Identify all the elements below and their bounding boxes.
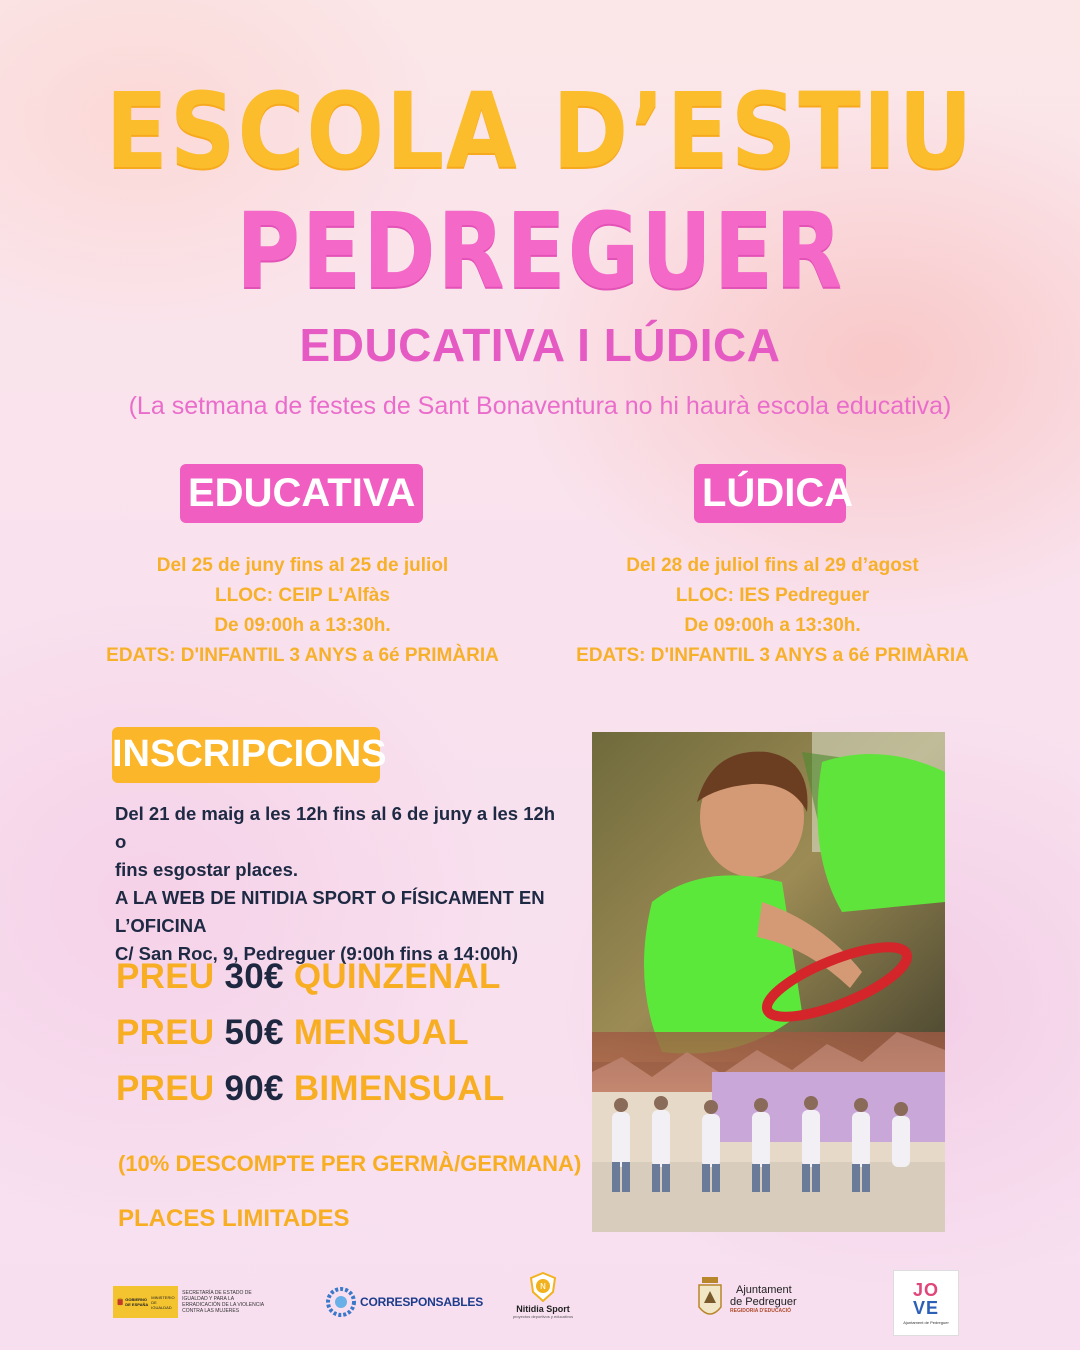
inscripcions-address: C/ San Roc, 9, Pedreguer (9:00h fins a 14:00h) [115, 943, 519, 964]
gov-name: GOBIERNO DE ESPAÑA [125, 1297, 149, 1307]
inscripcions-line: L’OFICINA [115, 915, 207, 936]
educativa-hours: De 09:00h a 13:30h. [214, 615, 391, 636]
inscripcions-text [115, 800, 565, 968]
svg-text:N: N [540, 1282, 546, 1291]
ajuntament-logo [696, 1271, 826, 1327]
price-mensual [116, 1013, 469, 1053]
sibling-discount: (10% DESCOMPTE PER GERMÀ/GERMANA) [118, 1151, 582, 1176]
inscripcions-line: Del 21 de maig a les 12h fins al 6 de juny a les 12h o [115, 803, 556, 852]
ludica-hours: De 09:00h a 13:30h. [684, 615, 861, 636]
ludica-dates: Del 28 de juliol fins al 29 d’agost [626, 555, 919, 576]
jove-line1: JO [912, 1280, 939, 1300]
educativa-place: LLOC: CEIP L’Alfàs [215, 585, 390, 606]
ludica-ages: EDATS: D'INFANTIL 3 ANYS a 6é PRIMÀRIA [576, 645, 969, 666]
nitidia-shield-icon [530, 1272, 556, 1302]
nitidia-subtext: proyectos deportivos y educativos [512, 1314, 574, 1319]
limited-places: PLACES LIMITADES [118, 1205, 350, 1232]
nitidia-logo [507, 1272, 579, 1332]
ajuntament-text-block [730, 1284, 797, 1314]
town-title: PEDREGUER [236, 190, 844, 312]
corresponsables-logo [326, 1287, 483, 1317]
corresponsables-text: CORRESPONSABLES [360, 1295, 484, 1309]
price-amount: 30€ [224, 957, 284, 996]
festes-note: (La setmana de festes de Sant Bonaventura no hi haurà escola educativa) [128, 392, 952, 420]
gobierno-logo [113, 1286, 273, 1318]
ajuntament-subtext: REGIDORIA D'EDUCACIÓ [730, 1308, 792, 1314]
inscripcions-line: fins esgostar places. [115, 859, 299, 880]
educativa-dates: Del 25 de juny fins al 25 de juliol [156, 555, 449, 576]
price-period: BIMENSUAL [293, 1069, 505, 1108]
jove-logo [893, 1270, 959, 1336]
gov-subtext: SECRETARÍA DE ESTADO DE IGUALDAD Y PARA LA ERRADICACIÓN DE LA VIOLENCIA CONTRA LAS MUJERES [182, 1290, 264, 1314]
inscripcions-label: INSCRIPCIONS [112, 727, 380, 783]
price-quinzenal [116, 957, 501, 997]
activity-photo [592, 732, 945, 1232]
ajuntament-line1: Ajuntament [736, 1284, 792, 1296]
ludica-place: LLOC: IES Pedreguer [675, 585, 870, 606]
price-word: PREU [116, 1013, 215, 1052]
price-word: PREU [116, 957, 215, 996]
ludica-info [570, 551, 975, 671]
spain-crest-icon [113, 1286, 178, 1318]
price-amount: 50€ [224, 1013, 284, 1052]
price-amount: 90€ [224, 1069, 284, 1108]
educativa-label: EDUCATIVA [180, 464, 423, 523]
subtitle: EDUCATIVA I LÚDICA [299, 319, 781, 371]
jove-line2: VE [912, 1298, 939, 1318]
corresponsables-icon [326, 1287, 356, 1317]
crest-icon [117, 1294, 123, 1310]
educativa-info [100, 551, 505, 671]
price-period: QUINZENAL [293, 957, 501, 996]
nitidia-text: Nitidia Sport [516, 1304, 570, 1314]
jove-subtext: Ajuntament de Pedreguer [903, 1320, 949, 1325]
main-title: ESCOLA D’ESTIU [105, 70, 975, 192]
price-bimensual [116, 1069, 505, 1109]
photo-illustration [592, 732, 945, 1232]
gov-ministry: MINISTERIO DE IGUALDAD [151, 1294, 175, 1310]
educativa-ages: EDATS: D'INFANTIL 3 ANYS a 6é PRIMÀRIA [106, 645, 499, 666]
price-period: MENSUAL [293, 1013, 469, 1052]
price-word: PREU [116, 1069, 215, 1108]
inscripcions-line: A LA WEB DE NITIDIA SPORT O FÍSICAMENT EN [115, 887, 545, 908]
ludica-label: LÚDICA [694, 464, 846, 523]
ajuntament-crest-icon [696, 1277, 724, 1321]
ajuntament-line2: de Pedreguer [730, 1296, 797, 1308]
